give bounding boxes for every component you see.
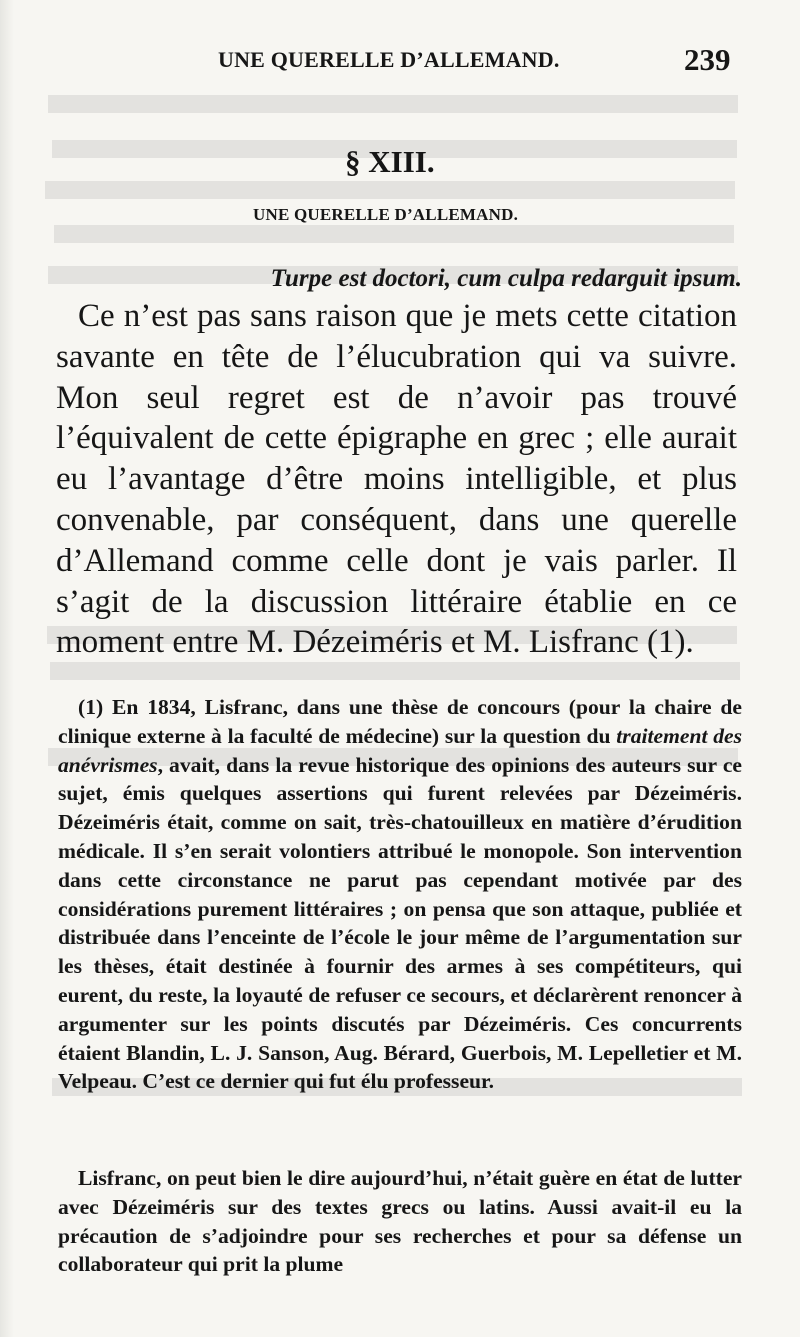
main-paragraph: Ce n’est pas sans raison que je mets cette citation savante en tête de l’élucubration qui va suivre. Mon seul regret est de n’avoir pas trouvé l’équivalent de cette épigraphe en grec ; elle aurait eu l’avantage d’être moins intelligible, et plus convenable, par conséquent, dans une querelle d’Allemand comme celle dont je vais parler. Il s’agit de la discussion littéraire établie en ce moment entre M. Dézeiméris et M. Lisfranc (1). <box>56 298 737 661</box>
show-through-line <box>48 95 738 113</box>
epigraph: Turpe est doctori, cum culpa redarguit ipsum. <box>270 265 742 292</box>
section-number: § XIII. <box>345 143 435 179</box>
section-title: UNE QUERELLE D’ALLEMAND. <box>253 205 519 225</box>
footnote-text: (1) En 1834, Lisfranc, dans une thèse de concours (pour la chaire de clinique externe à la faculté de médecine) sur la question du <box>58 695 742 748</box>
show-through-line <box>54 225 734 243</box>
footnote <box>58 693 742 1096</box>
running-title: UNE QUERELLE D’ALLEMAND. <box>218 47 560 72</box>
show-through-line <box>45 181 735 199</box>
show-through-line <box>50 662 740 680</box>
footnote-text-continued: , avait, dans la revue historique des opinions des auteurs sur ce sujet, émis quelques assertions qui furent relevées par Dézeiméris. Dézeiméris était, comme on sait, très-chatouilleux en matière d’érudition médicale. Il s’en serait volontiers attribué le monopole. Son intervention dans cette circonstance ne parut pas cependant motivée par des considérations purement littéraires ; on pensa que son attaque, publiée et distribuée dans l’enceinte de l’école le jour même de l’argumentation sur les thèses, était destinée à fournir des armes à ses compétiteurs, qui eurent, du reste, la loyauté de refuser ce secours, et déclarèrent renoncer à argumenter sur les points discutés par Dézeiméris. Ces concurrents étaient Blandin, L. J. Sanson, Aug. Bérard, Guerbois, M. Lepelletier et M. Velpeau. C’est ce dernier qui fut élu professeur. <box>58 752 742 1094</box>
footnote-italic-title: traitement des anévrismes <box>58 723 743 777</box>
page-number: 239 <box>684 42 731 77</box>
running-header <box>0 42 800 78</box>
footnote-continuation: Lisfranc, on peut bien le dire aujourd’hui, n’était guère en état de lutter avec Dézeiméris sur des textes grecs ou latins. Aussi avait-il eu la précaution de s’adjoindre pour ses recherches et pour sa défense un collaborateur qui prit la plume <box>58 1166 742 1277</box>
